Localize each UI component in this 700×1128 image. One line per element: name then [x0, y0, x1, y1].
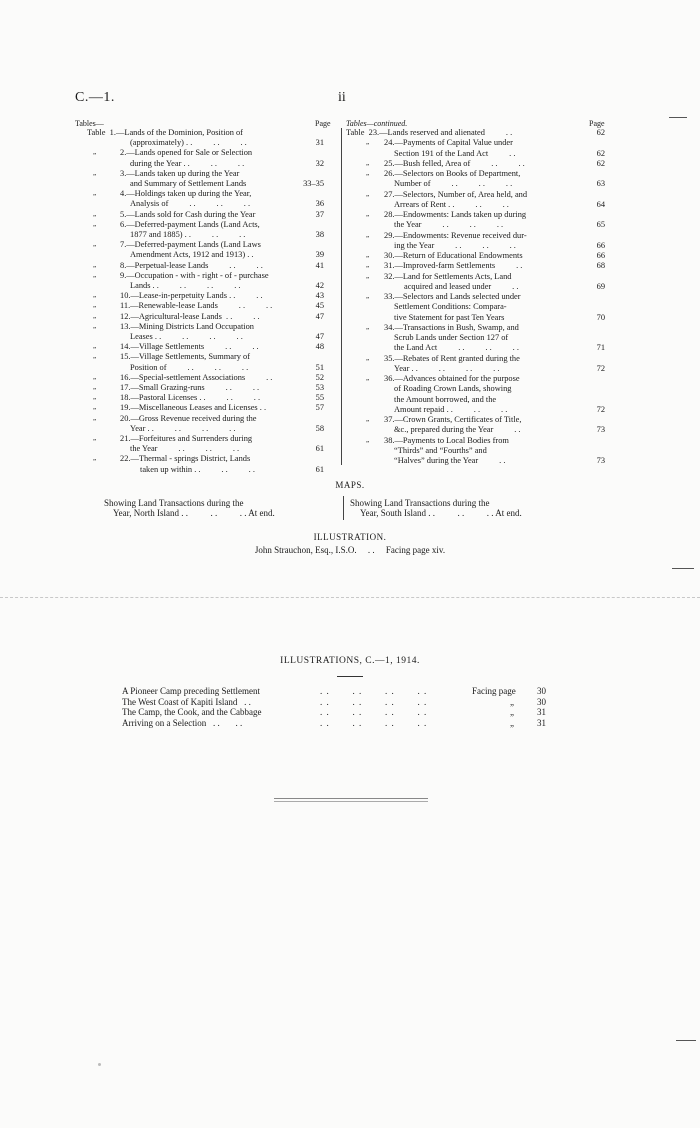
toc-page-number: 55 [315, 393, 324, 403]
left-page-heading: Page [315, 119, 331, 128]
toc-entry-text: 17.—Small Grazing-runs . . . . [120, 383, 260, 392]
illustration-line: John Strauchon, Esq., I.S.O. . . Facing page xiv. [254, 545, 446, 555]
toc-page-number: 73 [596, 456, 605, 465]
toc-page-number: 62 [596, 128, 605, 137]
maps-north-line2: Year, North Island . . . . . . At end. [113, 508, 275, 518]
facing-page-label: „ [510, 717, 514, 728]
ditto-mark: „ [366, 353, 370, 362]
toc-entry-text: Number of . . . . . . [394, 179, 513, 189]
ditto-mark: „ [366, 230, 370, 239]
maps-divider [343, 496, 344, 520]
ditto-mark: „ [93, 383, 97, 391]
ditto-mark: „ [93, 352, 97, 361]
toc-entry-text: 19.—Miscellaneous Leases and Licenses . . [120, 403, 267, 413]
toc-entry-text: 15.—Village Settlements, Summary of [120, 352, 250, 362]
ditto-mark: „ [366, 435, 370, 444]
facing-page-label: „ [510, 696, 514, 707]
toc-entry-text: 5.—Lands sold for Cash during the Year [120, 209, 256, 219]
ditto-mark: „ [93, 301, 97, 310]
ditto-mark: „ [93, 168, 97, 177]
toc-entry-text: Arrears of Rent . . . . . . [394, 199, 509, 209]
toc-page-number: 61 [315, 444, 324, 454]
toc-entry-text: 32.—Land for Settlements Acts, Land [384, 271, 512, 281]
ditto-mark: „ [366, 138, 370, 147]
illustration-page-number: 31 [537, 717, 546, 728]
ditto-mark: „ [366, 251, 370, 259]
toc-page-number: 69 [596, 281, 605, 291]
leader-dots: . . . . . . . . [320, 717, 428, 728]
toc-page-number: 31 [315, 138, 324, 148]
toc-entry-text: 11.—Renewable-lease Lands . . . . [120, 301, 273, 311]
toc-entry-text: (approximately) . . . . . . [130, 138, 247, 148]
illustration-page-number: 31 [537, 707, 546, 717]
scan-mark [672, 568, 694, 569]
toc-entry-text: Amendment Acts, 1912 and 1913) . . [130, 250, 254, 260]
toc-page-number: 43 [315, 291, 324, 301]
toc-page-number: 36 [315, 199, 324, 209]
toc-entry-text: 10.—Lease-in-perpetuity Lands . . . . [120, 291, 263, 301]
toc-entry-text: 37.—Crown Grants, Certificates of Title, [384, 415, 522, 424]
toc-entry-text: 25.—Bush felled, Area of . . . . [384, 158, 525, 168]
ditto-mark: „ [366, 169, 370, 177]
ditto-mark: „ [93, 393, 97, 402]
toc-page-number: 72 [596, 404, 605, 414]
document-code: C.—1. [75, 90, 115, 105]
toc-entry-text: of Roading Crown Lands, showing [394, 384, 512, 394]
toc-page-number: 39 [315, 250, 324, 260]
toc-page-number: 73 [596, 425, 605, 435]
toc-entry-text: 8.—Perpetual-lease Lands . . . . [120, 260, 263, 270]
toc-entry-text: 24.—Payments of Capital Value under [384, 138, 513, 148]
ditto-mark: „ [93, 454, 97, 463]
ditto-mark: „ [93, 148, 97, 157]
toc-entry-text: Year . . . . . . . . [130, 423, 236, 433]
toc-page-number: 47 [315, 332, 324, 341]
leader-dots: . . . . . . . . [320, 686, 428, 696]
toc-entry-text: 16.—Special-settlement Associations . . [120, 372, 273, 382]
toc-page-number: 53 [315, 383, 324, 392]
ditto-mark: „ [366, 158, 370, 167]
ditto-mark: „ [93, 270, 97, 279]
toc-page-number: 42 [315, 281, 324, 290]
short-rule [337, 676, 363, 677]
toc-page-number: 66 [596, 251, 605, 260]
left-column-heading: Tables— [75, 119, 104, 128]
toc-entry-text: Leases . . . . . . . . [130, 332, 243, 341]
facing-page-label: „ [510, 707, 514, 717]
toc-entry-text: the Land Act . . . . . . [394, 343, 519, 353]
illustration-title-text: A Pioneer Camp preceding Settlement [122, 686, 260, 696]
toc-entry-text: the Year . . . . . . [130, 444, 240, 454]
toc-entry-text: Position of . . . . . . [130, 362, 249, 372]
toc-page-number: 48 [315, 342, 324, 352]
ditto-mark: „ [93, 372, 97, 381]
toc-page-number: 37 [315, 209, 324, 219]
toc-entry-text: and Summary of Settlement Lands [130, 179, 247, 188]
ditto-mark: „ [93, 189, 97, 198]
maps-north-line1: Showing Land Transactions during the [104, 498, 244, 508]
toc-page-number: 61 [315, 464, 324, 474]
illustration-page-number: 30 [537, 696, 546, 707]
bottom-rule-second [274, 801, 428, 802]
toc-page-number: 52 [315, 372, 324, 382]
toc-entry-text: 35.—Rebates of Rent granted during the [384, 353, 520, 363]
facing-page-label: Facing page [472, 686, 516, 696]
toc-entry-text: Scrub Lands under Section 127 of [394, 333, 509, 342]
toc-page-number: 66 [596, 240, 605, 250]
toc-entry-text: 38.—Payments to Local Bodies from [384, 435, 509, 445]
toc-entry-text: 36.—Advances obtained for the purpose [384, 374, 520, 383]
toc-entry-text: 29.—Endowments: Revenue received dur- [384, 230, 527, 240]
toc-page-number: 64 [596, 199, 605, 209]
toc-page-number: 33–35 [303, 179, 324, 188]
ditto-mark: „ [366, 415, 370, 423]
toc-entry-text: 9.—Occupation - with - right - of - purchase [120, 270, 269, 280]
toc-entry-text: 13.—Mining Districts Land Occupation [120, 321, 254, 331]
scan-mark [669, 117, 687, 118]
ditto-mark: „ [93, 260, 97, 269]
toc-entry-text: during the Year . . . . . . [130, 158, 245, 168]
ditto-mark: „ [93, 240, 97, 249]
toc-entry-text: 26.—Selectors on Books of Department, [384, 169, 521, 178]
toc-entry-text: 4.—Holdings taken up during the Year, [120, 189, 252, 199]
illustration-title-text: The Camp, the Cook, and the Cabbage [122, 707, 262, 717]
toc-entry-text: “Halves” during the Year . . [394, 456, 506, 465]
toc-entry-text: 30.—Return of Educational Endowments [384, 251, 523, 260]
ditto-mark: „ [366, 189, 370, 198]
dashed-separator [0, 597, 700, 598]
illustration-title-text: Arriving on a Selection . . . . [122, 717, 243, 728]
toc-entry-text: 7.—Deferred-payment Lands (Land Laws [120, 240, 261, 250]
ditto-mark: „ [93, 219, 97, 228]
toc-entry-text: Amount repaid . . . . . . [394, 404, 508, 414]
toc-page-number: 32 [315, 158, 324, 168]
toc-page-number: 71 [596, 343, 605, 353]
scan-dot [98, 1063, 101, 1066]
illustrations-list-title: ILLUSTRATIONS, C.—1, 1914. [280, 656, 420, 666]
toc-entry-text: 1877 and 1885) . . . . . . [130, 230, 246, 239]
toc-page-number: 65 [596, 220, 605, 230]
toc-page-number: 45 [315, 301, 324, 311]
column-divider [341, 128, 342, 465]
toc-entry-text: 12.—Agricultural-lease Lands . . . . [120, 311, 260, 321]
ditto-mark: „ [93, 209, 97, 218]
toc-page-number: 70 [596, 312, 605, 322]
ditto-mark: „ [366, 322, 370, 331]
ditto-mark: „ [93, 321, 97, 330]
toc-page-number: 62 [596, 148, 605, 158]
toc-entry-text: tive Statement for past Ten Years [394, 312, 505, 322]
toc-entry-text: taken up within . . . . . . [140, 464, 255, 474]
ditto-mark: „ [93, 413, 97, 422]
toc-entry-text: 21.—Forfeitures and Surrenders during [120, 434, 253, 443]
toc-entry-text: acquired and leased under . . [404, 281, 519, 291]
toc-page-number: 72 [596, 363, 605, 373]
toc-entry-text: the Year . . . . . . [394, 220, 504, 230]
toc-entry-text: 31.—Improved-farm Settlements . . [384, 261, 523, 271]
toc-entry-text: &c., prepared during the Year . . [394, 425, 521, 435]
ditto-mark: „ [366, 271, 370, 280]
toc-page-number: 58 [315, 423, 324, 433]
toc-entry-text: 34.—Transactions in Bush, Swamp, and [384, 322, 519, 332]
toc-entry-text: ing the Year . . . . . . [394, 240, 516, 250]
toc-entry-text: the Amount borrowed, and the [394, 394, 497, 404]
maps-south-line1: Showing Land Transactions during the [350, 498, 490, 508]
toc-entry-text: Settlement Conditions: Compara- [394, 302, 507, 312]
toc-entry-text: 28.—Endowments: Lands taken up during [384, 210, 527, 219]
right-column-heading: Tables—continued. [346, 119, 408, 128]
toc-page-number: 51 [315, 362, 324, 372]
page-number: ii [338, 90, 346, 105]
illustration-title: ILLUSTRATION. [313, 532, 387, 542]
ditto-mark: „ [93, 311, 97, 320]
toc-page-number: 41 [315, 260, 324, 270]
maps-title: MAPS. [335, 480, 365, 490]
toc-page-number: 57 [315, 403, 324, 413]
illustration-page-number: 30 [537, 686, 546, 696]
maps-south-line2: Year, South Island . . . . . . At end. [360, 508, 522, 518]
right-page-heading: Page [589, 119, 605, 128]
ditto-mark: „ [366, 261, 370, 270]
toc-entry-text: 3.—Lands taken up during the Year [120, 168, 240, 178]
toc-page-number: 38 [315, 230, 324, 239]
toc-entry-text: 27.—Selectors, Number of, Area held, and [384, 189, 528, 199]
toc-entry-text: 14.—Village Settlements . . . . [120, 342, 259, 352]
bottom-rule [274, 798, 428, 799]
toc-entry-text: Table 1.—Lands of the Dominion, Position of [87, 128, 243, 137]
toc-entry-text: Analysis of . . . . . . [130, 199, 251, 209]
toc-entry-text: Section 191 of the Land Act . . [394, 148, 516, 158]
toc-entry-text: Year . . . . . . . . [394, 363, 500, 373]
illustration-title-text: The West Coast of Kapiti Island . . [122, 696, 251, 707]
toc-entry-text: 20.—Gross Revenue received during the [120, 413, 257, 423]
toc-entry-text: 6.—Deferred-payment Lands (Land Acts, [120, 219, 260, 229]
toc-page-number: 62 [596, 158, 605, 168]
toc-entry-text: 2.—Lands opened for Sale or Selection [120, 148, 253, 158]
toc-entry-text: Lands . . . . . . . . [130, 281, 241, 290]
toc-page-number: 68 [596, 261, 605, 271]
leader-dots: . . . . . . . . [320, 696, 428, 707]
ditto-mark: „ [366, 374, 370, 382]
toc-entry-text: 22.—Thermal - springs District, Lands [120, 454, 251, 464]
toc-entry-text: 18.—Pastoral Licenses . . . . . . [120, 393, 261, 403]
toc-entry-text: Table 23.—Lands reserved and alienated . . [346, 128, 513, 137]
ditto-mark: „ [93, 342, 97, 351]
ditto-mark: „ [93, 403, 97, 412]
leader-dots: . . . . . . . . [320, 707, 428, 717]
ditto-mark: „ [93, 291, 97, 300]
toc-page-number: 47 [315, 311, 324, 321]
toc-entry-text: “Thirds” and “Fourths” and [394, 445, 487, 455]
toc-entry-text: 33.—Selectors and Lands selected under [384, 292, 521, 301]
ditto-mark: „ [366, 292, 370, 300]
toc-page-number: 63 [596, 179, 605, 189]
scan-mark [676, 1040, 696, 1041]
ditto-mark: „ [93, 434, 97, 442]
ditto-mark: „ [366, 210, 370, 218]
